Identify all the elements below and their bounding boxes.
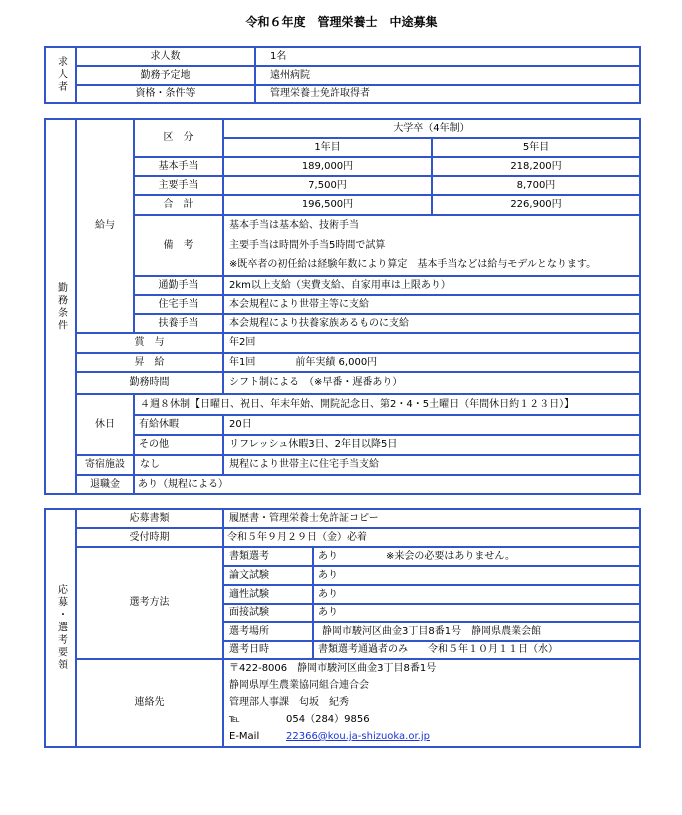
dormitory-value: なし	[133, 454, 224, 476]
documents-label: 応募書類	[75, 508, 224, 529]
remarks-text	[222, 214, 641, 277]
dormitory-label: 寄宿施設	[75, 454, 135, 476]
holidays-summary: ４週８休制【日曜日、祝日、年末年始、開院記念日、第2・4・5土曜日（年間休日約１２３日）】	[133, 393, 641, 416]
document-screening-cell	[312, 546, 641, 567]
retirement-label: 退職金	[75, 474, 135, 495]
selection-date-cell	[312, 640, 641, 660]
email-label: E-Mail	[229, 731, 260, 742]
deadline-label: 受付時期	[75, 527, 224, 548]
base-allowance-label: 基本手当	[133, 156, 224, 177]
selection-date-value: 令和５年１０月１１日（水）	[428, 644, 558, 655]
workplace-label: 勤務予定地	[75, 65, 256, 86]
interview-value: あり	[312, 603, 641, 623]
document-screening-label: 書類選考	[222, 546, 314, 567]
total-year5: 226,900円	[431, 194, 641, 216]
conditions-section-cell	[44, 118, 77, 495]
selection-venue-value: 静岡市駿河区曲金3丁目8番1号 静岡県農業会館	[312, 621, 641, 642]
phone-icon: ℡	[229, 714, 240, 725]
working-hours-value: シフト制による （※早番・遅番あり）	[222, 371, 641, 395]
aptitude-test-label: 適性試験	[222, 584, 314, 605]
working-hours-label: 勤務時間	[75, 371, 224, 395]
documents-value: 履歴書・管理栄養士免許証コピー	[222, 508, 641, 529]
contact-email-link[interactable]: 22366@kou.ja-shizuoka.or.jp	[286, 731, 430, 742]
recruiter-section-label: 求人者	[55, 56, 67, 94]
headcount-label: 求人数	[75, 46, 256, 67]
base-allowance-year5: 218,200円	[431, 156, 641, 177]
remarks-line: 主要手当は時間外手当5時間で試算	[229, 239, 386, 251]
remarks-line: ※既卒者の初任給は経験年数により算定 基本手当などは給与モデルとなります。	[229, 259, 597, 270]
remarks-label: 備 考	[133, 214, 224, 277]
qualification-value: 管理栄養士免許取得者	[254, 84, 641, 104]
contact-email-row	[229, 728, 639, 745]
contact-organization: 静岡県厚生農業協同組合連合会	[229, 680, 369, 691]
commute-allowance-value: 2km以上支給（実費支給、自家用車は上限あり）	[222, 275, 641, 296]
interview-label: 面接試験	[222, 603, 314, 623]
other-leave-label: その他	[133, 434, 224, 456]
commute-allowance-label: 通勤手当	[133, 275, 224, 296]
selection-date-label: 選考日時	[222, 640, 314, 660]
dormitory-note: 規程により世帯主に住宅手当支給	[222, 454, 641, 476]
base-allowance-year1: 189,000円	[222, 156, 433, 177]
contact-phone-row	[229, 711, 639, 728]
document-screening-value: あり	[318, 550, 338, 562]
family-allowance-label: 扶養手当	[133, 313, 224, 334]
application-section-cell	[44, 508, 77, 748]
contact-address: 〒422-8006 静岡市駿河区曲金3丁目8番1号	[229, 663, 437, 674]
contact-details	[222, 658, 641, 748]
remarks-line: 基本手当は基本給、技術手当	[229, 220, 359, 231]
raise-detail: 前年実績 6,000円	[295, 356, 378, 368]
raise-label: 昇 給	[75, 352, 224, 373]
main-allowance-year1: 7,500円	[222, 175, 433, 196]
recruiter-section-cell	[44, 46, 77, 104]
workplace-value: 遠州病院	[254, 65, 641, 86]
total-year1: 196,500円	[222, 194, 433, 216]
bonus-value: 年2回	[222, 332, 641, 354]
selection-method-label: 選考方法	[75, 546, 224, 660]
contact-phone: 054（284）9856	[286, 714, 370, 725]
year-1-header: 1年目	[222, 137, 433, 158]
category-header: 区 分	[133, 118, 224, 158]
raise-cell	[222, 352, 641, 373]
housing-allowance-value: 本会規程により世帯主等に支給	[222, 294, 641, 315]
paid-leave-label: 有給休暇	[133, 414, 224, 436]
page-title: 令和６年度 管理栄養士 中途募集	[245, 15, 438, 29]
total-label: 合 計	[133, 194, 224, 216]
raise-value: 年1回	[229, 356, 256, 368]
deadline-value: 令和５年９月２９日（金）必着	[222, 527, 641, 548]
selection-date-condition: 書類選考通過者のみ	[318, 644, 408, 655]
essay-exam-label: 論文試験	[222, 565, 314, 586]
headcount-value: 1名	[254, 46, 641, 67]
housing-allowance-label: 住宅手当	[133, 294, 224, 315]
year-5-header: 5年目	[431, 137, 641, 158]
retirement-value: あり（規程による）	[133, 474, 641, 495]
education-header: 大学卒（4年制）	[222, 118, 641, 139]
salary-label: 給与	[75, 118, 135, 334]
holidays-label: 休日	[75, 393, 135, 456]
aptitude-test-value: あり	[312, 584, 641, 605]
qualification-label: 資格・条件等	[75, 84, 256, 104]
main-allowance-year5: 8,700円	[431, 175, 641, 196]
bonus-label: 賞 与	[75, 332, 224, 354]
essay-exam-value: あり	[312, 565, 641, 586]
application-section-label: 応募・選考要領	[55, 584, 67, 672]
conditions-section-label: 勤務条件	[55, 281, 67, 332]
other-leave-value: リフレッシュ休暇3日、2年目以降5日	[222, 434, 641, 456]
contact-label: 連絡先	[75, 658, 224, 748]
contact-person: 管理部人事課 匂坂 紀秀	[229, 697, 349, 708]
selection-venue-label: 選考場所	[222, 621, 314, 642]
paid-leave-value: 20日	[222, 414, 641, 436]
document-screening-note: ※来会の必要はありません。	[386, 550, 515, 562]
main-allowance-label: 主要手当	[133, 175, 224, 196]
family-allowance-value: 本会規程により扶養家族あるものに支給	[222, 313, 641, 334]
